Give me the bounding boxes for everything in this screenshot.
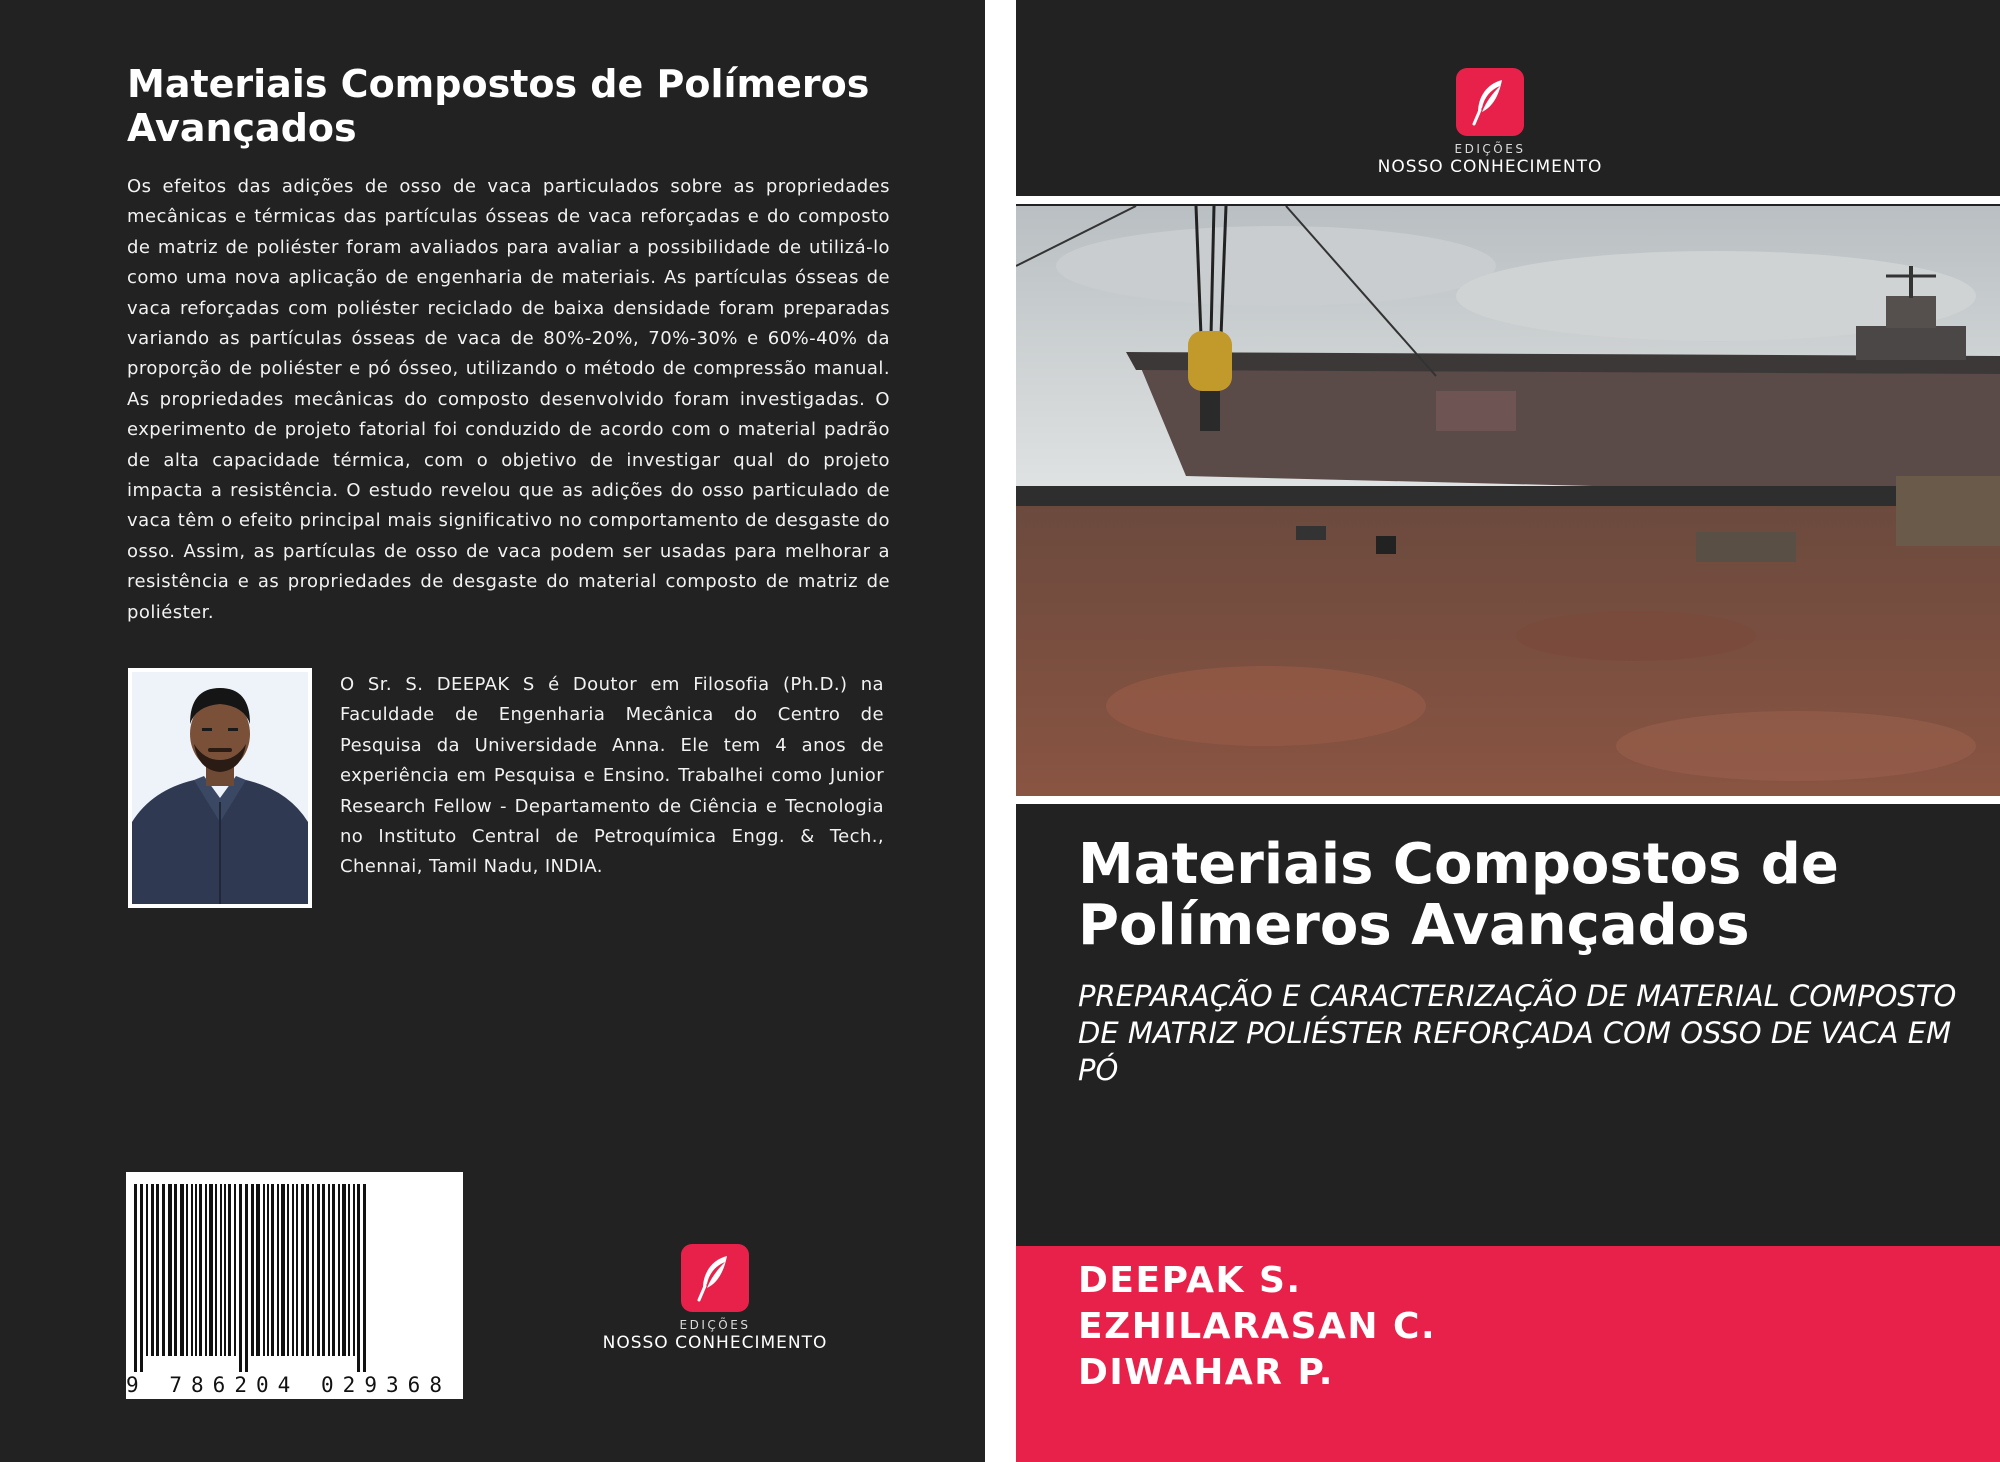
- publisher-line1: EDIÇÕES: [679, 1318, 751, 1332]
- publisher-logo-front: [1365, 68, 1615, 178]
- feather-quill-icon: [1456, 68, 1524, 136]
- shipyard-photo-icon: [1016, 206, 2000, 796]
- cover-photo-border-top: [1016, 196, 2000, 204]
- publisher-logo-mark: [1456, 68, 1524, 136]
- author-name: DEEPAK S.: [1078, 1260, 1302, 1301]
- cover-photo-border-bottom: [1016, 796, 2000, 804]
- barcode-bars: [126, 1172, 463, 1399]
- back-cover-title: Materiais Compostos de Polímeros Avançados: [127, 62, 870, 150]
- author-name: DIWAHAR P.: [1078, 1352, 1334, 1393]
- authors-band: [1016, 1246, 2000, 1462]
- author-name: EZHILARASAN C.: [1078, 1306, 1437, 1347]
- publisher-line2: NOSSO CONHECIMENTO: [1377, 157, 1603, 177]
- author-bio: O Sr. S. DEEPAK S é Doutor em Filosofia (Ph.D.) na Faculdade de Engenharia Mecânica do Centro de Pesquisa da Universidade Anna. Ele tem 4 anos de experiência em Pesquisa e Ensino. Trabalhei como Junior Research Fellow - Departamento de Ciência e Tecnologia no Instituto Central de Petroquímica Engg. & Tech., Chennai, Tamil Nadu, INDIA.: [340, 674, 884, 878]
- book-spine: [985, 0, 1016, 1462]
- author-photo: [128, 668, 312, 908]
- cover-photo: [1016, 206, 2000, 796]
- front-cover-title: Materiais Compostos de Polímeros Avançados: [1078, 832, 1839, 958]
- publisher-logo-back: [590, 1244, 840, 1354]
- front-cover-subtitle: PREPARAÇÃO E CARACTERIZAÇÃO DE MATERIAL COMPOSTO DE MATRIZ POLIÉSTER REFORÇADA COM OSSO DE VACA EM PÓ: [1078, 979, 1957, 1087]
- author-portrait-icon: [132, 672, 308, 904]
- publisher-line1: EDIÇÕES: [1454, 142, 1526, 156]
- back-cover-description: Os efeitos das adições de osso de vaca particulados sobre as propriedades mecânicas e térmicas das partículas ósseas de vaca reforçadas e do composto de matriz de poliéster foram avaliados para avaliar a possibilidade de utilizá-lo como uma nova aplicação de engenharia de materiais. As partículas ósseas de vaca reforçadas com poliéster reciclado de baixa densidade foram preparadas variando as partículas ósseas de vaca de 80%-20%, 70%-30% e 60%-40% da proporção de poliéster e pó ósseo, utilizando o método de compressão manual. As propriedades mecânicas do composto desenvolvido foram investigadas. O experimento de projeto fatorial foi conduzido de acordo com o material padrão de alta capacidade térmica, com o objetivo de investigar qual do projeto impacta a resistência. O estudo revelou que as adições do osso particulado de vaca têm o efeito principal mais significativo no comportamento de desgaste do osso. Assim, as partículas de osso de vaca podem ser usadas para melhorar a resistência e as propriedades de desgaste do material composto de matriz de poliéster.: [127, 176, 890, 623]
- isbn-barcode: [126, 1172, 463, 1399]
- authors-list: [1078, 1258, 1436, 1396]
- publisher-line2: NOSSO CONHECIMENTO: [602, 1333, 828, 1353]
- publisher-logo-mark: [681, 1244, 749, 1312]
- isbn-number: 9 786204 029368: [126, 1373, 442, 1397]
- feather-quill-icon: [681, 1244, 749, 1312]
